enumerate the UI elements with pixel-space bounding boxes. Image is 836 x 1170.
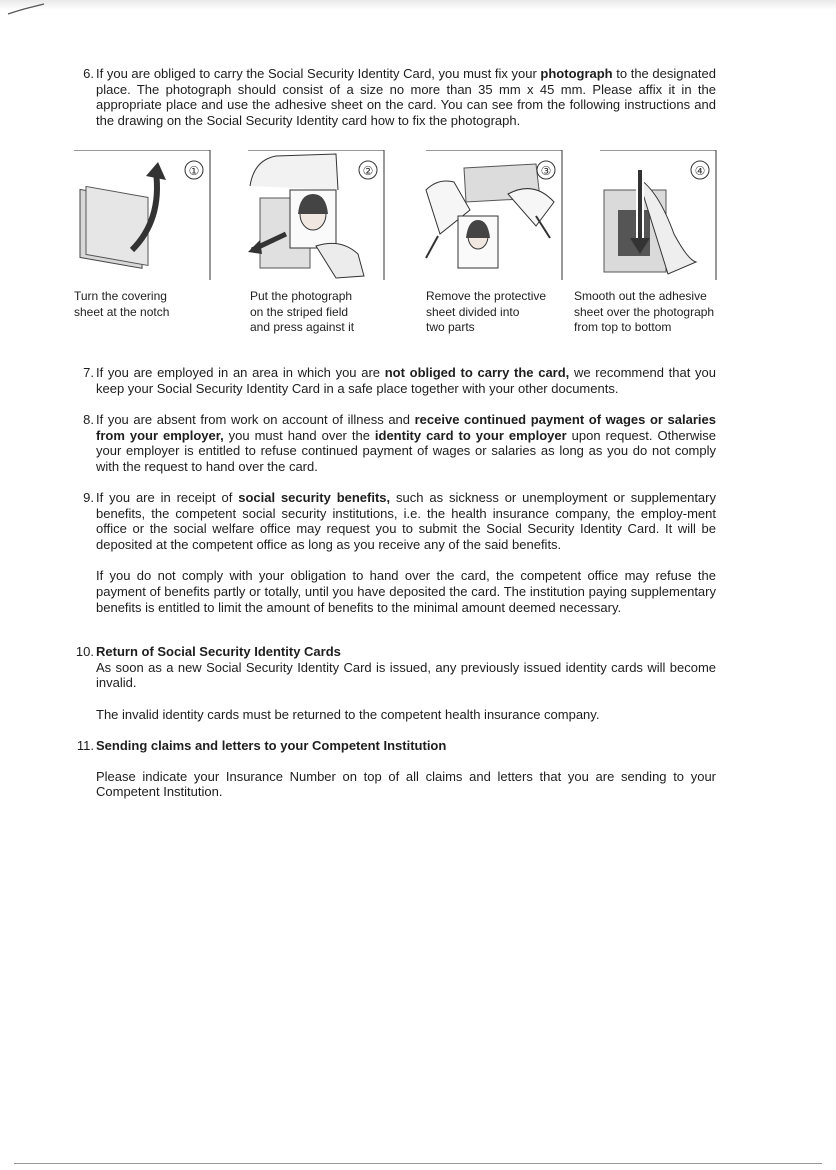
item-number: 11. <box>76 738 94 753</box>
item-9-paragraph-2: If you do not comply with your obligation to hand over the card, the competent office may refuse the payment of benefits partly or totally, until you have deposited the card. The institution paying supplementary benefits is entitled to limit the amount of benefits to the minimal amount deemed necessary. <box>96 568 716 615</box>
scan-shadow <box>0 0 836 10</box>
step-1-illustration <box>72 150 212 282</box>
step-2-illustration <box>246 150 386 282</box>
item-number: 9. <box>83 490 94 505</box>
item-11-heading: Sending claims and letters to your Competent Institution <box>96 738 447 753</box>
step-3-caption: Remove the protective sheet divided into two parts <box>426 289 547 334</box>
step-marker-3: ③ <box>540 164 552 178</box>
item-7-text: If you are employed in an area in which you are not obliged to carry the card, we recommend that you keep your Social Security Identity Card in a safe place together with your other documents. <box>96 365 716 396</box>
step-marker-1: ① <box>188 164 200 178</box>
item-11-paragraph-1: Please indicate your Insurance Number on top of all claims and letters that you are sending to your Competent Institution. <box>96 768 716 800</box>
item-number: 10. <box>75 644 94 659</box>
item-10 <box>70 644 716 722</box>
item-10-paragraph-1: As soon as a new Social Security Identity Card is issued, any previously issued identity cards will become invalid. <box>96 659 716 691</box>
item-10-heading: Return of Social Security Identity Cards <box>96 644 341 659</box>
pen-mark <box>6 2 46 18</box>
item-6 <box>70 66 716 128</box>
step-3-illustration <box>424 150 564 282</box>
item-10-paragraph-2: The invalid identity cards must be returned to the competent health insurance company. <box>96 706 600 722</box>
step-marker-2: ② <box>362 164 374 178</box>
item-11 <box>70 738 716 800</box>
step-4-caption: Smooth out the adhesive sheet over the photograph from top to bottom <box>574 289 715 334</box>
item-number: 7. <box>83 365 94 380</box>
scan-bottom-edge <box>14 1163 822 1164</box>
item-8-text: If you are absent from work on account of illness and receive continued payment of wages or salaries from your employer, you must hand over the identity card to your employer upon request. Otherwise your employer is entitled to refuse continued payment of wages or salaries as long as you do not comply with the request to hand over the card. <box>96 412 716 474</box>
step-marker-4: ④ <box>694 164 706 178</box>
item-9-text: If you are in receipt of social security benefits, such as sickness or unemployment or supplementary benefits, the competent social security institutions, i.e. the health insurance company, the employ-ment office or the social welfare office may request you to submit the Social Security Identity Card. It will be deposited at the competent office as long as you receive any of the said benefits. <box>96 490 716 552</box>
item-6-text: If you are obliged to carry the Social Security Identity Card, you must fix your photograph to the designated place. The photograph should consist of a size no more than 35 mm x 45 mm. Please affix it in the appropriate place and use the adhesive sheet on the card. You can see from the following instructions and the drawing on the Social Security Identity card how to fix the photograph. <box>96 66 717 128</box>
step-4-illustration <box>578 150 718 282</box>
step-1-caption: Turn the covering sheet at the notch <box>74 289 170 319</box>
item-9 <box>70 490 716 615</box>
item-number: 8. <box>83 412 94 427</box>
item-7 <box>70 365 716 396</box>
item-number: 6. <box>83 66 94 81</box>
item-8 <box>70 412 716 474</box>
step-2-caption: Put the photograph on the striped field and press against it <box>250 289 355 334</box>
